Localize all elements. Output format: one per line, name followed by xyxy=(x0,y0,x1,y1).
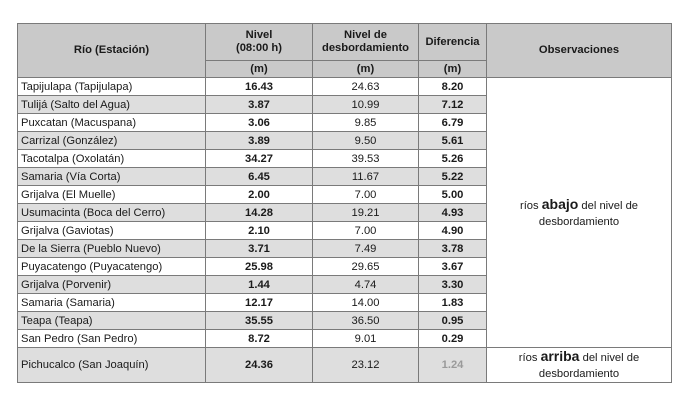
overflow-cell: 7.49 xyxy=(313,240,419,258)
overflow-cell: 9.50 xyxy=(313,132,419,150)
level-cell: 25.98 xyxy=(206,258,313,276)
river-cell: Usumacinta (Boca del Cerro) xyxy=(18,204,206,222)
level-header: Nivel (08:00 h) xyxy=(206,24,313,61)
table-row xyxy=(18,78,672,96)
river-cell: De la Sierra (Pueblo Nuevo) xyxy=(18,240,206,258)
overflow-header: Nivel de desbordamiento xyxy=(313,24,419,61)
overflow-cell: 19.21 xyxy=(313,204,419,222)
overflow-cell: 29.65 xyxy=(313,258,419,276)
difference-cell: 5.22 xyxy=(419,168,487,186)
difference-header: Diferencia xyxy=(419,24,487,61)
header-row xyxy=(18,24,672,61)
difference-cell: 1.24 xyxy=(419,348,487,383)
level-cell: 34.27 xyxy=(206,150,313,168)
difference-cell: 7.12 xyxy=(419,96,487,114)
observation-above-cell xyxy=(487,348,672,383)
level-cell: 12.17 xyxy=(206,294,313,312)
overflow-cell: 9.01 xyxy=(313,330,419,348)
obs-below-pre: ríos xyxy=(519,199,542,212)
level-cell: 3.71 xyxy=(206,240,313,258)
difference-cell: 3.67 xyxy=(419,258,487,276)
difference-cell: 6.79 xyxy=(419,114,487,132)
river-cell: Tacotalpa (Oxolatán) xyxy=(18,150,206,168)
overflow-cell: 7.00 xyxy=(313,222,419,240)
overflow-cell: 11.67 xyxy=(313,168,419,186)
river-cell: Grijalva (Porvenir) xyxy=(18,276,206,294)
river-cell: Pichucalco (San Joaquín) xyxy=(18,348,206,383)
observation-below-cell xyxy=(487,78,672,348)
river-cell: San Pedro (San Pedro) xyxy=(18,330,206,348)
river-cell: Carrizal (González) xyxy=(18,132,206,150)
river-cell: Puyacatengo (Puyacatengo) xyxy=(18,258,206,276)
overflow-cell: 36.50 xyxy=(313,312,419,330)
river-cell: Tulijá (Salto del Agua) xyxy=(18,96,206,114)
difference-cell: 5.00 xyxy=(419,186,487,204)
difference-cell: 5.61 xyxy=(419,132,487,150)
river-cell: Grijalva (El Muelle) xyxy=(18,186,206,204)
level-cell: 3.06 xyxy=(206,114,313,132)
level-cell: 2.10 xyxy=(206,222,313,240)
overflow-cell: 10.99 xyxy=(313,96,419,114)
difference-cell: 8.20 xyxy=(419,78,487,96)
difference-cell: 4.93 xyxy=(419,204,487,222)
difference-cell: 3.78 xyxy=(419,240,487,258)
overflow-cell: 39.53 xyxy=(313,150,419,168)
table-row-above xyxy=(18,348,672,383)
level-cell: 1.44 xyxy=(206,276,313,294)
obs-below-emphasis: abajo xyxy=(541,195,579,212)
difference-cell: 4.90 xyxy=(419,222,487,240)
river-cell: Puxcatan (Macuspana) xyxy=(18,114,206,132)
overflow-cell: 7.00 xyxy=(313,186,419,204)
overflow-cell: 14.00 xyxy=(313,294,419,312)
level-cell: 3.89 xyxy=(206,132,313,150)
overflow-cell: 23.12 xyxy=(313,348,419,383)
level-cell: 8.72 xyxy=(206,330,313,348)
obs-above-post: del nivel de desbordamiento xyxy=(538,352,640,380)
level-cell: 3.87 xyxy=(206,96,313,114)
river-cell: Teapa (Teapa) xyxy=(18,312,206,330)
difference-cell: 0.29 xyxy=(419,330,487,348)
level-cell: 6.45 xyxy=(206,168,313,186)
level-cell: 35.55 xyxy=(206,312,313,330)
river-header: Río (Estación) xyxy=(18,24,206,78)
table-body xyxy=(18,78,672,383)
level-cell: 24.36 xyxy=(206,348,313,383)
overflow-cell: 9.85 xyxy=(313,114,419,132)
level-cell: 2.00 xyxy=(206,186,313,204)
obs-below-post: del nivel de desbordamiento xyxy=(538,199,639,228)
river-cell: Grijalva (Gaviotas) xyxy=(18,222,206,240)
difference-cell: 1.83 xyxy=(419,294,487,312)
river-cell: Samaria (Samaria) xyxy=(18,294,206,312)
level-cell: 14.28 xyxy=(206,204,313,222)
level-cell: 16.43 xyxy=(206,78,313,96)
overflow-cell: 4.74 xyxy=(313,276,419,294)
obs-above-emphasis: arriba xyxy=(540,348,580,364)
difference-cell: 5.26 xyxy=(419,150,487,168)
observations-header: Observaciones xyxy=(487,24,672,78)
river-cell: Tapijulapa (Tapijulapa) xyxy=(18,78,206,96)
overflow-unit: (m) xyxy=(313,61,419,78)
river-levels-table xyxy=(17,23,672,383)
overflow-cell: 24.63 xyxy=(313,78,419,96)
level-unit: (m) xyxy=(206,61,313,78)
obs-above-pre: ríos xyxy=(518,352,541,364)
difference-cell: 3.30 xyxy=(419,276,487,294)
difference-unit: (m) xyxy=(419,61,487,78)
river-cell: Samaria (Vía Corta) xyxy=(18,168,206,186)
difference-cell: 0.95 xyxy=(419,312,487,330)
